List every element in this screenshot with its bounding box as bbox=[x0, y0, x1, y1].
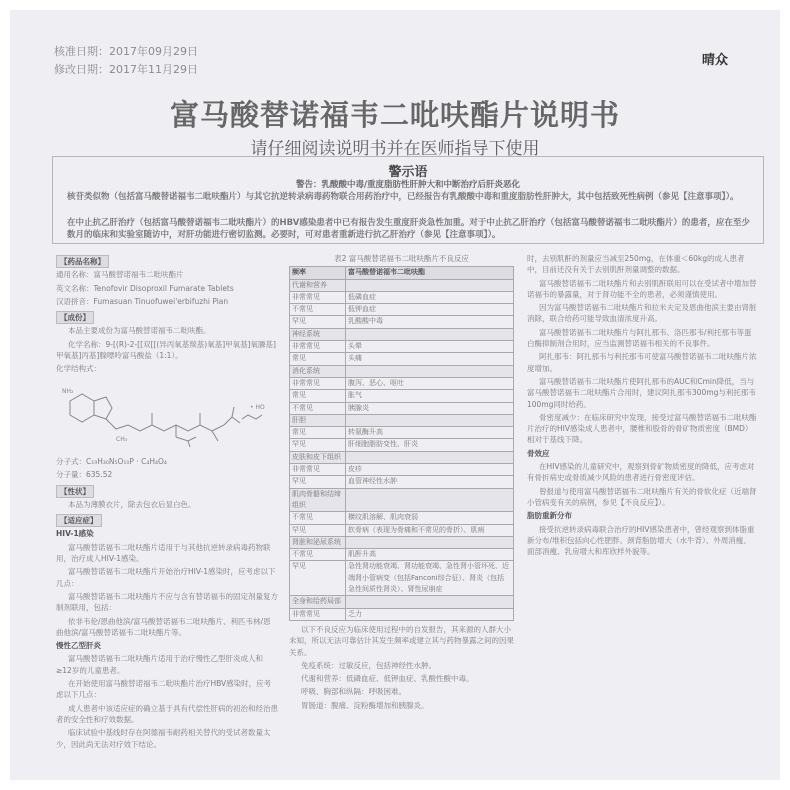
table-row bbox=[290, 341, 514, 353]
table-cell-reaction: 低磷血症 bbox=[346, 291, 514, 303]
text-line: 脂肪重新分布 bbox=[527, 511, 572, 521]
table-cell-reaction: 头晕 bbox=[346, 341, 514, 353]
section-heading: 【性状】 bbox=[56, 485, 94, 498]
table-cell-frequency: 罕见 bbox=[290, 439, 346, 451]
svg-text:CH₃: CH₃ bbox=[116, 435, 128, 443]
svg-text:• HO: • HO bbox=[250, 403, 265, 411]
table-cell-frequency: 皮肤和皮下组织 bbox=[290, 451, 346, 463]
text-line: 代谢和营养：低磷血症、低钾血症、乳酸性酸中毒。 bbox=[301, 674, 474, 684]
table-cell-reaction: 富马酸替诺福韦二吡呋酯 bbox=[346, 267, 514, 279]
document-subtitle: 请仔细阅读说明书并在医师指导下使用 bbox=[250, 139, 540, 159]
text-line: 时，去别肌酐的剂量应当减至250mg，在体重＜60kg的成人患者中，目前还没有关于去别肌酐剂量调整的数据。 bbox=[527, 254, 745, 275]
table-cell-reaction bbox=[346, 414, 514, 426]
table-row bbox=[290, 267, 514, 279]
text-line: 英文名称：Tenofovir Disoproxil Fumarate Tablets bbox=[56, 283, 234, 293]
table-cell-frequency: 罕见 bbox=[290, 316, 346, 328]
section-heading: 【成份】 bbox=[56, 311, 94, 324]
text-line: 在HIV感染的儿童研究中，观察到骨矿物质密度的降低，应考虑对有骨折病史或骨质减少风险的患者进行骨密度评估。 bbox=[527, 462, 755, 483]
table-cell-reaction: 头痛 bbox=[346, 353, 514, 365]
text-line: 呼吸、胸部和纵隔：呼吸困难。 bbox=[301, 687, 406, 697]
table-cell-frequency: 肝胆 bbox=[290, 414, 346, 426]
section-heading: 【适应症】 bbox=[56, 514, 102, 527]
table-cell-reaction bbox=[346, 596, 514, 608]
table-cell-frequency: 肌肉骨骼和结缔组织 bbox=[290, 488, 346, 512]
table-row bbox=[290, 291, 514, 303]
table-row bbox=[290, 488, 514, 512]
table-row bbox=[290, 328, 514, 340]
table-cell-reaction: 皮疹 bbox=[346, 464, 514, 476]
table-cell-reaction: 横纹肌溶解、肌肉衰弱 bbox=[346, 512, 514, 524]
table-cell-reaction: 胰腺炎 bbox=[346, 402, 514, 414]
text-line: 免疫系统：过敏反应，包括神经性水肿。 bbox=[301, 660, 436, 670]
table-row bbox=[290, 512, 514, 524]
table-row bbox=[290, 365, 514, 377]
table-cell-reaction bbox=[346, 488, 514, 512]
text-line: 成人患者中该适应症的确立基于具有代偿性肝病的初治和经治患者的安全性和疗效数据。 bbox=[56, 703, 278, 724]
table-cell-frequency: 肾脏和泌尿系统 bbox=[290, 536, 346, 548]
text-line: 阿扎那韦：阿扎那韦与利托那韦可使富马酸替诺福韦二吡呋酯片浓度增加。 bbox=[527, 352, 757, 373]
text-line: 分子式：C₁₉H₃₀N₅O₁₀P · C₄H₄O₄ bbox=[56, 456, 167, 466]
table-row bbox=[290, 353, 514, 365]
text-line: 富马酸替诺福韦二吡呋酯片和去别肌酐联用可以在受试者中增加替诺福韦的暴露量，对于肾功能不全的患者，必须谨慎使用。 bbox=[527, 278, 757, 299]
table-cell-frequency: 不常见 bbox=[290, 402, 346, 414]
adverse-reaction-table bbox=[289, 266, 514, 621]
table-cell-frequency: 代谢和营养 bbox=[290, 279, 346, 291]
table-row bbox=[290, 279, 514, 291]
table-cell-frequency: 神经系统 bbox=[290, 328, 346, 340]
table-cell-frequency: 消化系统 bbox=[290, 365, 346, 377]
table-cell-frequency: 非常常见 bbox=[290, 341, 346, 353]
text-line: 在开始使用富马酸替诺福韦二吡呋酯片治疗HBV感染时，应考虑以下几点： bbox=[56, 679, 272, 700]
table-cell-frequency: 非常常见 bbox=[290, 377, 346, 389]
text-line: 富马酸替诺福韦二吡呋酯片与阿扎那韦、洛匹那韦/利托那韦等蛋白酶抑制剂合用时，应当监测替诺福韦相关的不良事件。 bbox=[527, 327, 752, 349]
table-row bbox=[290, 596, 514, 608]
text-line: 临床试验中基线时存在阿德福韦耐药相关替代的受试者数量太少，因此尚无法对疗效下结论。 bbox=[56, 728, 271, 749]
table-cell-reaction: 胀气 bbox=[346, 390, 514, 402]
table-cell-reaction: 乳酸酸中毒 bbox=[346, 316, 514, 328]
text-line: 富马酸替诺福韦二吡呋酯片开始治疗HIV-1感染时，应考虑以下几点： bbox=[56, 567, 276, 588]
text-line: 依非韦伦/恩曲他滨/富马酸替诺福韦二吡呋酯片、利匹韦林/恩曲他滨/富马酸替诺福韦二吡呋酯片等。 bbox=[56, 616, 271, 637]
table-cell-reaction: 急性肾功能衰竭、肾功能衰竭、急性肾小管坏死、近端肾小管病变（包括Fanconi综合征）、肾炎（包括急性间质性肾炎）、肾性尿崩症 bbox=[346, 561, 514, 596]
table-cell-frequency: 频率 bbox=[290, 267, 346, 279]
text-line: 汉语拼音：Fumasuan Tinuofuwei'erbifuzhi Pian bbox=[56, 296, 229, 306]
table-caption: 表2 富马酸替诺福韦二吡呋酯片不良反应 bbox=[334, 254, 469, 263]
table-row bbox=[290, 608, 514, 620]
table-cell-frequency: 罕见 bbox=[290, 524, 346, 536]
table-row bbox=[290, 464, 514, 476]
table-row bbox=[290, 561, 514, 596]
column-left bbox=[56, 253, 278, 780]
table-cell-frequency: 不常见 bbox=[290, 549, 346, 561]
text-line: 富马酸替诺福韦二吡呋酯片适用于与其他抗逆转录病毒药物联用，治疗成人HIV-1感染。 bbox=[56, 542, 271, 564]
table-cell-frequency: 不常见 bbox=[290, 512, 346, 524]
text-line: 本品主要成份为富马酸替诺福韦二吡呋酯。 bbox=[68, 326, 211, 336]
text-line: 富马酸替诺福韦二吡呋酯片使阿扎那韦的AUC和Cmin降低，当与富马酸替诺福韦二吡呋酯片合用时，建议阿扎那韦300mg与利托那韦100mg同时给药。 bbox=[527, 376, 756, 409]
table-cell-reaction: 腹泻、恶心、呕吐 bbox=[346, 377, 514, 389]
table-cell-frequency: 非常常见 bbox=[290, 291, 346, 303]
table-row bbox=[290, 304, 514, 316]
table-cell-frequency: 罕见 bbox=[290, 476, 346, 488]
text-line: 接受抗逆转录病毒联合治疗的HIV感染患者中，曾经观察到体脂重新分布/堆积包括向心性肥胖、颈背脂肪增大（水牛背）、外周消瘦、面部消瘦、乳房增大和库欣样外貌等。 bbox=[527, 524, 755, 557]
table-cell-reaction: 低钾血症 bbox=[346, 304, 514, 316]
approval-date: 核准日期：2017年09月29日 bbox=[54, 45, 198, 58]
table-cell-frequency: 非常常见 bbox=[290, 608, 346, 620]
table-cell-frequency: 常见 bbox=[290, 427, 346, 439]
table-cell-frequency: 常见 bbox=[290, 390, 346, 402]
table-row bbox=[290, 390, 514, 402]
chemical-structure-image bbox=[56, 379, 266, 449]
table-cell-frequency: 罕见 bbox=[290, 561, 346, 596]
table-cell-frequency: 不常见 bbox=[290, 304, 346, 316]
table-cell-frequency: 常见 bbox=[290, 353, 346, 365]
table-row bbox=[290, 536, 514, 548]
table-cell-reaction: 转氨酶升高 bbox=[346, 427, 514, 439]
table-cell-reaction: 肝细胞脂肪变性、肝炎 bbox=[346, 439, 514, 451]
text-line: 曾报道与使用富马酸替诺福韦二吡呋酯片有关的骨软化症（近端肾小管病变有关的病例，参见【不良反应】）。 bbox=[527, 486, 757, 507]
text-line: 化学结构式： bbox=[56, 364, 101, 374]
table-cell-reaction: 乏力 bbox=[346, 608, 514, 620]
table-row bbox=[290, 316, 514, 328]
text-line: 富马酸替诺福韦二吡呋酯片不应与含有替诺福韦的固定剂量复方制剂联用，包括： bbox=[56, 591, 278, 613]
warning-title: 警示语 bbox=[388, 165, 428, 180]
text-line: 以下不良反应为临床使用过程中的自发报告，其来源的人群大小未知，所以无法可靠估计其发生频率或建立其与药物暴露之间的因果关系。 bbox=[289, 624, 514, 657]
brand-logo: 晴众 bbox=[702, 53, 729, 68]
leaflet-page bbox=[10, 10, 780, 780]
table-cell-reaction: 血管神经性水肿 bbox=[346, 476, 514, 488]
text-line: 分子量：635.52 bbox=[56, 470, 113, 480]
text-line: 富马酸替诺福韦二吡呋酯片适用于治疗慢性乙型肝炎成人和≥12岁的儿童患者。 bbox=[56, 654, 263, 675]
table-cell-reaction: 软骨病（表现为骨痛和不常见的骨折）、肌病 bbox=[346, 524, 514, 536]
table-cell-reaction bbox=[346, 279, 514, 291]
text-line: 骨效应 bbox=[527, 448, 550, 458]
text-line: 通用名称：富马酸替诺福韦二吡呋酯片 bbox=[56, 270, 184, 280]
column-middle bbox=[289, 253, 514, 780]
table-cell-reaction: 肌酐升高 bbox=[346, 549, 514, 561]
text-line: 胃肠道：腹痛、淀粉酶增加和胰腺炎。 bbox=[301, 700, 429, 710]
table-cell-reaction bbox=[346, 365, 514, 377]
warning-paragraph-2: 在中止抗乙肝治疗（包括富马酸替诺福韦二吡呋酯片）的HBV感染患者中已有报告发生重度肝炎急性加重。对于中止抗乙肝治疗（包括富马酸替诺福韦二吡呋酯片）的患者，应在至少数月的临床和实验室随访中，对肝功能进行密切监测。必要时，可对患者重新进行抗乙肝治疗（参见【注意事项】）。 bbox=[67, 218, 750, 240]
revision-date: 修改日期：2017年11月29日 bbox=[54, 63, 198, 76]
text-line: 化学名称：9-[(R)-2-[[双[[(异丙氧基羰基)氧基]甲氧基]氧膦基]甲氧基]丙基]腺嘌呤富马酸盐（1:1）。 bbox=[56, 339, 276, 361]
text-line: 骨密度减少：在临床研究中发现，接受过富马酸替诺福韦二吡呋酯片治疗的HIV感染成人患者中，腰椎和股骨的骨矿物质密度（BMD）相对于基线下降。 bbox=[527, 412, 757, 445]
warning-box bbox=[52, 156, 764, 244]
text-line: 本品为薄膜衣片，除去包衣后显白色。 bbox=[68, 499, 196, 509]
column-right bbox=[527, 253, 757, 780]
table-cell-reaction bbox=[346, 328, 514, 340]
table-row bbox=[290, 549, 514, 561]
text-line: 因为富马酸替诺福韦二吡呋酯片和拉米夫定及恩曲他滨主要由肾脏消除，联合给药可能导致血清浓度升高。 bbox=[527, 303, 757, 324]
table-row bbox=[290, 427, 514, 439]
warning-paragraph-1: 核苷类似物（包括富马酸替诺福韦二吡呋酯片）与其它抗逆转录病毒药物联合用药治疗中，已经报告有乳酸酸中毒和重度脂肪性肝肿大，其中包括致死性病例（参见【注意事项】）。 bbox=[67, 192, 739, 202]
table-cell-reaction bbox=[346, 451, 514, 463]
table-cell-frequency: 全身和给药局部 bbox=[290, 596, 346, 608]
table-row bbox=[290, 439, 514, 451]
table-cell-reaction bbox=[346, 536, 514, 548]
table-row bbox=[290, 402, 514, 414]
text-line: HIV-1感染 bbox=[56, 529, 94, 539]
table-row bbox=[290, 414, 514, 426]
text-line: 慢性乙型肝炎 bbox=[56, 641, 101, 651]
table-cell-frequency: 非常常见 bbox=[290, 464, 346, 476]
table-row bbox=[290, 377, 514, 389]
warning-headline: 警告：乳酸酸中毒/重度脂肪性肝肿大和中断治疗后肝炎恶化 bbox=[295, 180, 521, 190]
section-heading: 【药品名称】 bbox=[56, 255, 109, 268]
table-row bbox=[290, 451, 514, 463]
svg-text:NH₂: NH₂ bbox=[62, 387, 74, 395]
document-title: 富马酸替诺福韦二吡呋酯片说明书 bbox=[169, 98, 620, 132]
table-row bbox=[290, 524, 514, 536]
table-row bbox=[290, 476, 514, 488]
